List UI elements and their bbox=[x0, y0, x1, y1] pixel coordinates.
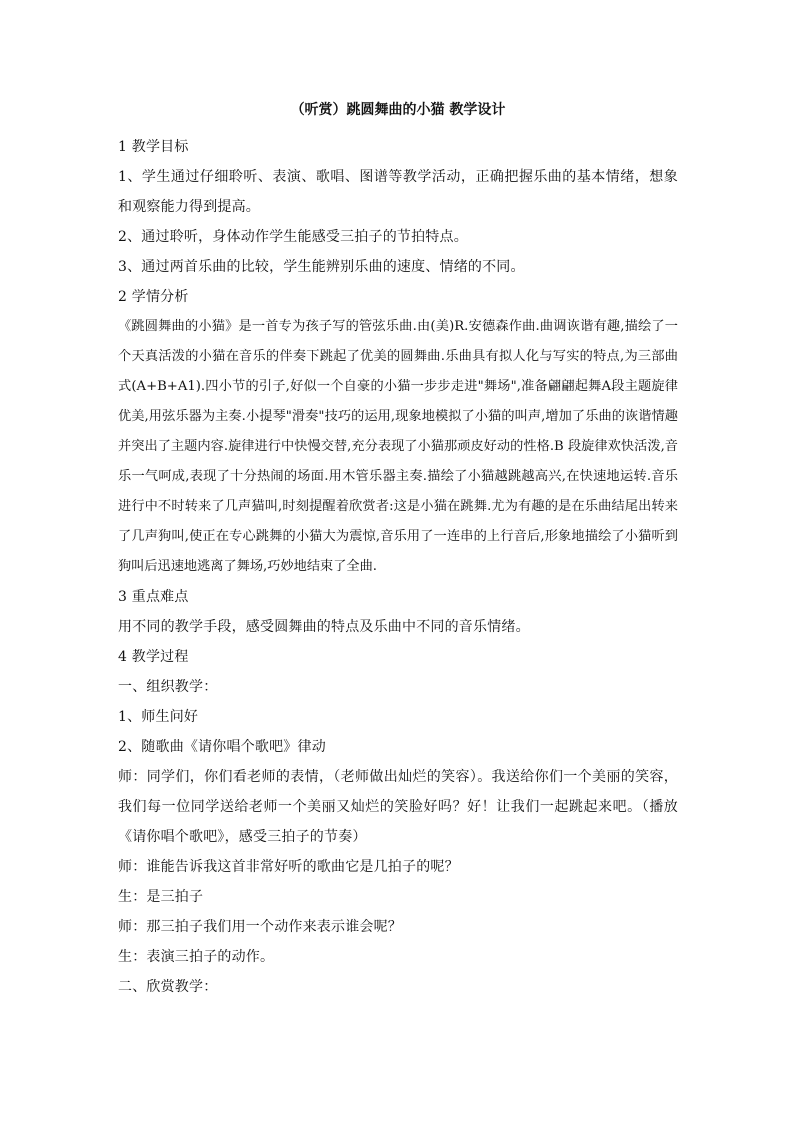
dialogue-student-1: 生：是三拍子 bbox=[118, 889, 204, 905]
goal-paragraph-3: 3、通过两首乐曲的比较，学生能辨别乐曲的速度、情绪的不同。 bbox=[118, 259, 525, 275]
key-points-paragraph: 用不同的教学手段，感受圆舞曲的特点及乐曲中不同的音乐情绪。 bbox=[118, 619, 530, 635]
dialogue-teacher-3: 师：那三拍子我们用一个动作来表示谁会呢？ bbox=[118, 919, 402, 935]
document-page bbox=[118, 100, 678, 1002]
analysis-paragraph: 《跳圆舞曲的小猫》是一首专为孩子写的管弦乐曲.由(美)R.安德森作曲.曲调诙谐有趣,描绘了一个天真活泼的小猫在音乐的伴奏下跳起了优美的圆舞曲.乐曲具有拟人化与写实的特点,为三部曲式(A+B+A1).四小节的引子,好似一个自豪的小猫一步步走进"舞场",准备翩翩起舞A段主题旋律优美,用弦乐器为主奏.小提琴"滑奏"技巧的运用,现象地模拟了小猫的叫声,增加了乐曲的诙谐情趣并突出了主题内容.旋律进行中快慢交替,充分表现了小猫那顽皮好动的性格.B 段旋律欢快活泼,音乐一气呵成,表现了十分热闹的场面.用木管乐器主奏.描绘了小猫越跳越高兴,在快速地运转.音乐进行中不时转来了几声猫叫,时刻提醒着欣赏者:这是小猫在跳舞.尤为有趣的是在乐曲结尾出转来了几声狗叫,使正在专心跳舞的小猫大为震惊,音乐用了一连串的上行音后,形象地描绘了小猫听到狗叫后迅速地逃离了舞场,巧妙地结束了全曲. bbox=[118, 319, 678, 574]
part-heading-organize: 一、组织教学： bbox=[118, 679, 218, 695]
dialogue-student-2: 生：表演三拍子的动作。 bbox=[118, 949, 275, 965]
section-heading-key-points: 3 重点难点 bbox=[118, 589, 189, 605]
part-heading-appreciation: 二、欣赏教学： bbox=[118, 979, 218, 995]
document-title: （听赏）跳圆舞曲的小猫 教学设计 bbox=[290, 102, 506, 118]
section-heading-teaching-process: 4 教学过程 bbox=[118, 649, 189, 665]
dialogue-teacher-2: 师：谁能告诉我这首非常好听的歌曲它是几拍子的呢？ bbox=[118, 859, 459, 875]
section-heading-learner-analysis: 2 学情分析 bbox=[118, 289, 189, 305]
goal-paragraph-1: 1、学生通过仔细聆听、表演、歌唱、图谱等教学活动，正确把握乐曲的基本情绪，想象和观察能力得到提高。 bbox=[118, 169, 678, 215]
dialogue-teacher-1: 师：同学们，你们看老师的表情，（老师做出灿烂的笑容）。我送给你们一个美丽的笑容，我们每一位同学送给老师一个美丽又灿烂的笑脸好吗？好！让我们一起跳起来吧。（播放《请你唱个歌吧》，感受三拍子的节奏） bbox=[118, 769, 678, 845]
step-rhythm-song: 2、随歌曲《请你唱个歌吧》律动 bbox=[118, 739, 326, 755]
step-greeting: 1、师生问好 bbox=[118, 709, 199, 725]
section-heading-teaching-goals: 1 教学目标 bbox=[118, 139, 189, 155]
goal-paragraph-2: 2、通过聆听，身体动作学生能感受三拍子的节拍特点。 bbox=[118, 229, 468, 245]
